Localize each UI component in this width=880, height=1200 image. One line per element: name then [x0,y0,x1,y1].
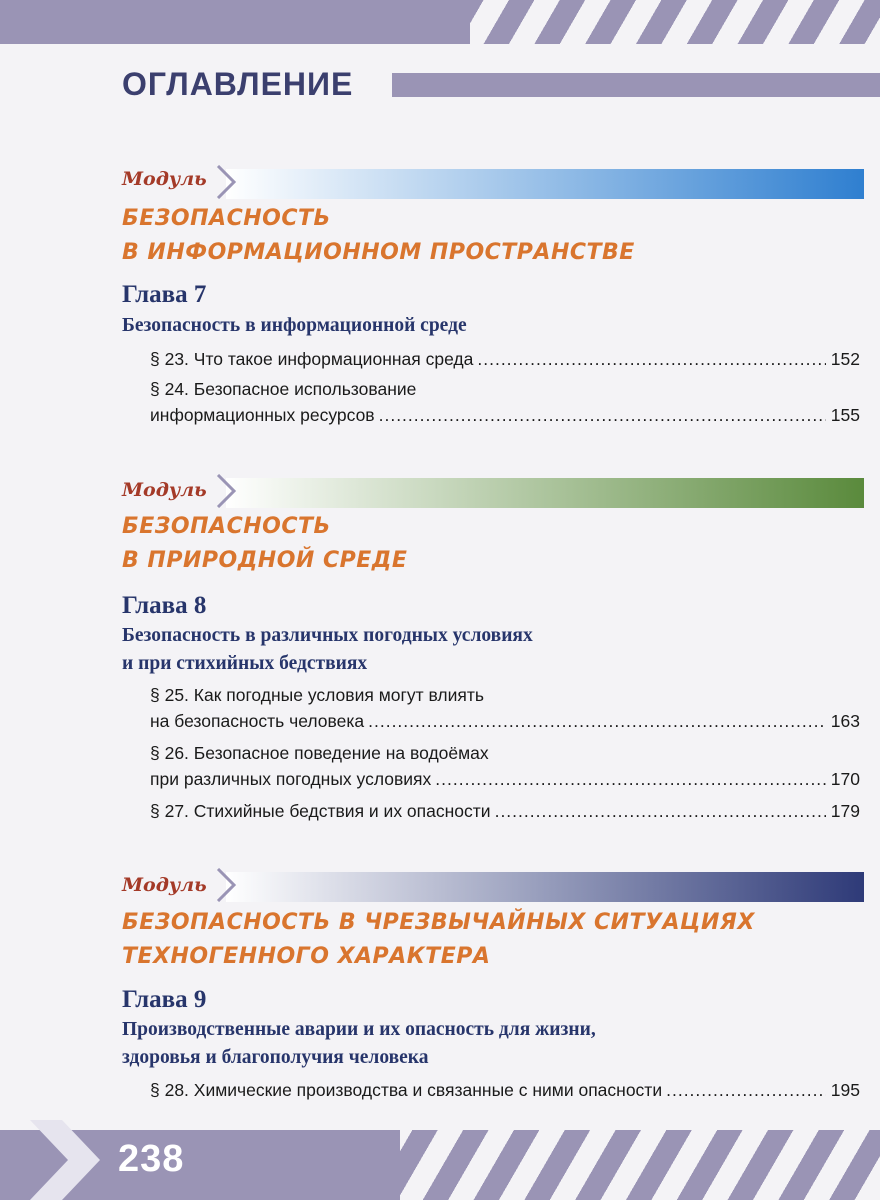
module-title-3 [122,906,755,974]
toc-entry-25[interactable] [150,682,860,734]
entry-title-line: § 26. Безопасное поведение на водоёмах [150,743,489,763]
entry-page-number: 195 [830,1080,860,1100]
toc-entry-24[interactable] [150,376,860,428]
toc-entry-28[interactable] [150,1077,860,1103]
chapter-heading-8: Глава 8 [122,592,207,619]
dot-leader [368,708,826,734]
chevron-icon [0,1110,110,1200]
chapter-heading-9: Глава 9 [122,986,207,1013]
module-label-3: Модуль [122,874,207,896]
entry-page-number: 152 [830,349,860,369]
entry-page-number: 170 [830,769,860,789]
chapter-name-9 [122,1016,596,1072]
dot-leader [477,346,826,372]
dot-leader [435,766,826,792]
page-number: 238 [118,1138,185,1180]
entry-page-number: 163 [830,711,860,731]
heading-bar [392,73,880,97]
entry-page-number: 179 [830,801,860,821]
module-title-line: ТЕХНОГЕННОГО ХАРАКТЕРА [122,944,491,969]
dot-leader [379,402,826,428]
entry-title-line: § 25. Как погодные условия могут влиять [150,685,484,705]
module-title-line: БЕЗОПАСНОСТЬ [122,514,331,539]
module-title-2 [122,510,407,578]
module-title-line: В ПРИРОДНОЙ СРЕДЕ [122,548,408,573]
entry-title-line: при различных погодных условиях [150,769,432,789]
entry-title-line: информационных ресурсов [150,405,375,425]
entry-page-number: 155 [830,405,860,425]
chapter-name-line: Производственные аварии и их опасность для жизни, [122,1019,596,1040]
chapter-name-8 [122,622,533,678]
chapter-name-line: здоровья и благополучия человека [122,1047,429,1068]
page-heading: ОГЛАВЛЕНИЕ [122,66,354,102]
module-title-line: В ИНФОРМАЦИОННОМ ПРОСТРАНСТВЕ [122,240,635,265]
module-bar-1 [214,165,864,199]
entry-title-line: на безопасность человека [150,711,365,731]
entry-title: § 28. Химические производства и связанные с ними опасности [150,1080,663,1100]
dot-leader [666,1077,826,1103]
chapter-name-line: Безопасность в информационной среде [122,315,467,336]
chapter-name-line: Безопасность в различных погодных условиях [122,625,533,646]
toc-entry-23[interactable] [150,346,860,372]
chapter-name-line: и при стихийных бедствиях [122,653,368,674]
module-bar-2 [214,474,864,508]
module-label-1: Модуль [122,168,207,190]
entry-title-line: § 24. Безопасное использование [150,379,417,399]
entry-title: § 23. Что такое информационная среда [150,349,474,369]
toc-entry-26[interactable] [150,740,860,792]
module-title-line: БЕЗОПАСНОСТЬ [122,206,331,231]
chapter-heading-7: Глава 7 [122,281,207,308]
entry-title: § 27. Стихийные бедствия и их опасности [150,801,491,821]
module-title-line: БЕЗОПАСНОСТЬ В ЧРЕЗВЫЧАЙНЫХ СИТУАЦИЯХ [122,910,755,935]
module-label-2: Модуль [122,479,207,501]
chapter-name-7 [122,312,467,340]
top-decorative-band [0,0,880,44]
module-title-1 [122,202,635,270]
toc-entry-27[interactable] [150,798,860,824]
dot-leader [495,798,826,824]
module-bar-3 [214,868,864,902]
